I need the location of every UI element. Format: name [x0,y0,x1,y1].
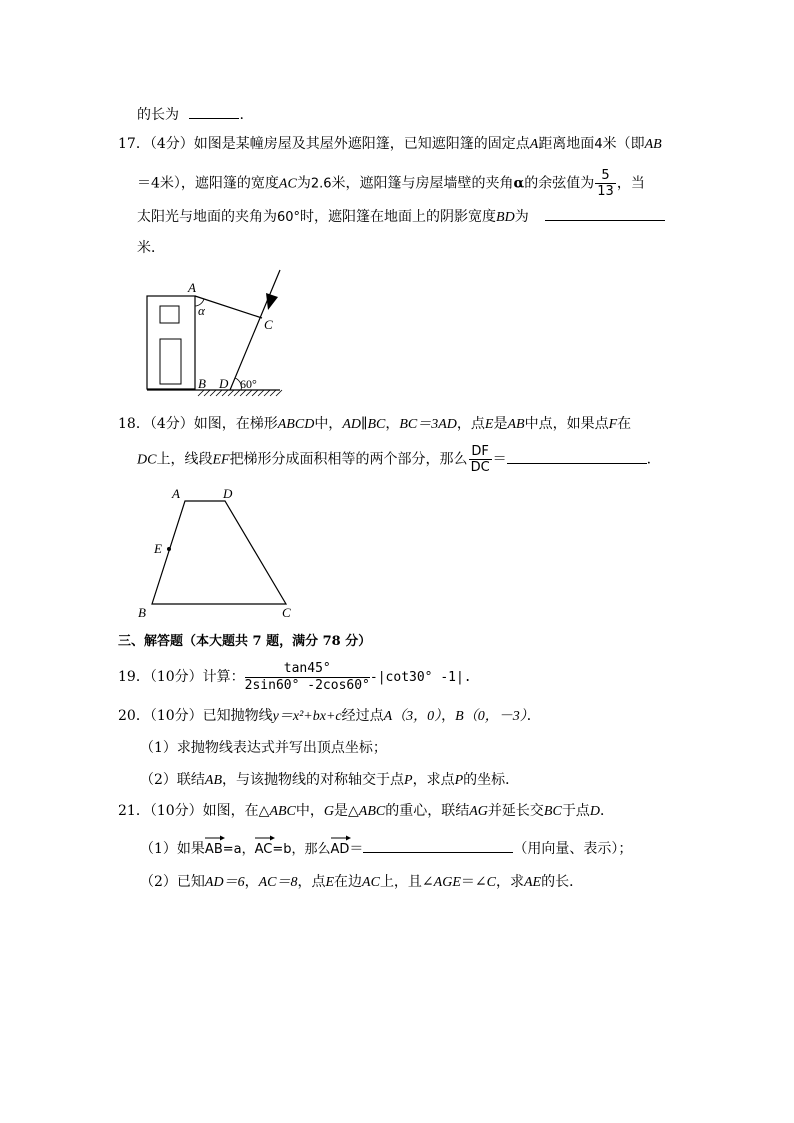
fig18-label-b: B [138,605,146,620]
q18-text: 在 [617,416,632,432]
q21-text: 中， [295,803,324,819]
q21-ag: AG [469,804,488,819]
q18-figure [134,482,304,622]
q21-age: AGE [433,875,461,890]
q17-text: 的余弦值为 [524,175,595,192]
q18-score: （4分） [149,416,194,432]
q18-dc: DC [137,452,157,468]
q20-text: 已知抛物线 [202,708,273,724]
vector-ab [205,842,223,858]
q19-fraction [245,661,370,694]
point-e [167,547,171,551]
q17-line4 [137,240,165,256]
q21-text: 是△ [334,803,359,819]
q20-text: ，求点 [412,772,455,788]
vector-ab-label: AB [204,842,223,857]
q19-score: （10分） [149,669,203,685]
q18-cond2: BC＝3AD [399,417,457,432]
q19-frac-den: 2sin60° -2cos60° [244,677,370,693]
fig18-label-e: E [154,541,162,556]
q17-text: 米，遮阳篷与房屋墙壁的夹角 [331,175,514,192]
q20-equation: y＝x²+bx+c [272,709,342,724]
q18-answer-blank[interactable] [507,451,647,464]
q19 [118,660,472,695]
q21-text: ，点 [297,874,326,890]
q16-answer-blank[interactable] [189,106,239,119]
q19-frac-num: tan45° [245,661,370,678]
q19-number: 19． [118,669,150,685]
q21-g: G [323,804,335,819]
ray-arrow-icon [266,293,278,310]
q17-text: 米． [137,240,165,256]
q21-answer-blank[interactable] [363,840,513,853]
q19-text: 计算： [202,669,245,685]
q17-text: 时，遮阳篷在地面上的阴影宽度 [300,209,497,225]
q17-angle: 60° [277,210,301,225]
awning-ac [195,296,262,318]
q20-part1: （1）求抛物线表达式并写出顶点坐标； [140,740,387,756]
q21-part1 [140,840,632,858]
q18-fraction [469,444,492,475]
q18-eq: ＝ [492,451,507,468]
q17-text: 距离地面 [538,136,595,152]
q20-ab: AB [204,773,223,788]
q20-text: 的坐标． [463,772,520,788]
q18-text: 中， [314,416,343,432]
q21-text: 于点 [561,803,590,819]
fig18-label-d: D [223,486,233,501]
q18-e: E [484,417,494,432]
q17-text: 太阳光与地面的夹角为 [137,209,277,225]
q17-seg-ac: AC [278,176,297,192]
q18-frac-den: DC [470,460,490,475]
q21-text: ， [244,874,259,890]
house-wall [147,296,195,389]
q18-line1 [118,416,631,433]
q21-text: 在边 [334,874,363,890]
q20-text: ，与该抛物线的对称轴交于点 [222,772,405,788]
fig17-label-b: B [198,376,206,391]
fig18-label-a: A [172,486,180,501]
q21-bc: BC [543,804,562,819]
q21-text: （用向量、表示）； [513,841,633,857]
fig17-label-d: D [219,376,229,391]
q18-text: 是 [493,416,508,432]
q21-abc: ABC [269,804,296,819]
q21-text: 并延长交 [487,803,544,819]
q18-end: . [646,451,652,468]
vector-arrow-icon [331,835,351,841]
q18-cond1: AD∥BC [342,417,386,432]
q21-score: （10分） [149,803,203,819]
fig17-label-angle: 60° [240,377,257,391]
q21-line1 [118,803,614,820]
q19-tail: -|cot30° -1|. [369,670,472,685]
q20-score: （10分） [149,708,203,724]
q21-text: ＝∠ [460,874,487,890]
q17-text: ，当 [616,175,645,192]
q21-text: 的重心，联结 [385,803,470,819]
q16-tail-end: . [239,107,244,123]
q17-text: 为 [296,175,311,192]
trapezoid-abcd [152,501,286,604]
q18-text: ， [385,416,400,432]
q17-value: 2.6 [310,176,332,192]
q18-ab: AB [507,417,525,432]
q21-text: （2）已知 [140,874,205,890]
q21-text: 如图，在△ [202,803,270,819]
q20-point-b: B（0，－3） [455,709,527,724]
house-window [160,306,179,323]
q18-frac-num: DF [469,444,492,460]
vector-ad-label: AD [330,842,350,857]
q21-text: =b，那么 [272,842,331,857]
q20-point-a: A（3，0） [383,709,442,724]
q17-cos-fraction [595,168,616,199]
q18-text: 把梯形分成面积相等的两个部分，那么 [229,451,468,468]
q21-ad: AD＝6 [204,875,245,890]
vector-ac [255,842,273,858]
q17-score: （4分） [149,136,194,152]
q18-abcd: ABCD [277,417,315,432]
q17-figure [140,266,290,401]
fig17-label-a: A [188,280,196,295]
q21-text: 的长． [541,874,584,890]
q18-line2 [137,444,651,476]
fig18-label-c: C [282,605,291,620]
q17-text: ＝4米），遮阳篷的宽度 [137,175,279,192]
q21-text: =a， [222,842,255,857]
q20-number: 20． [118,708,150,724]
q17-frac-num: 5 [595,168,616,184]
q21-text: （1）如果 [140,841,205,857]
q18-text: 中点，如果点 [524,416,609,432]
fig17-label-alpha: α [198,303,205,318]
q17-text: 米（即 [602,136,645,152]
section-3-heading: 三、解答题（本大题共 7 题，满分 78 分） [118,634,372,649]
q20-line1 [118,708,541,725]
q21-text: ． [599,803,614,819]
q21-part2 [140,874,583,891]
q21-c: C [486,875,496,890]
q20-part2 [140,772,519,789]
q20-text: （2）联结 [140,772,205,788]
q20-text: ． [526,708,541,724]
q21-ac: AC [362,875,380,890]
q18-number: 18． [118,416,150,432]
q17-text: 为 [514,209,529,225]
q21-d: D [589,804,600,819]
q17-seg-bd: BD [496,210,515,225]
fig17-label-c: C [264,317,273,332]
q17-line3 [137,208,665,226]
q18-text: 如图，在梯形 [193,416,278,432]
q16-tail [137,106,244,123]
q17-text: 如图是某幢房屋及其屋外遮阳篷，已知遮阳篷的固定点 [193,136,530,152]
vector-arrow-icon [205,835,225,841]
q17-answer-blank[interactable] [545,208,665,221]
q20-p: P [404,773,413,788]
q17-number: 17． [118,136,150,152]
q21-ae: AE [523,875,542,890]
q18-text: 上，线段 [156,451,213,468]
q16-tail-text: 的长为 [137,107,179,123]
q20-p: P [454,773,464,788]
q17-seg-ab: AB [644,137,662,152]
vector-ac-label: AC [254,842,273,857]
q21-e: E [325,875,335,890]
q17-value: 4 [594,137,603,152]
q20-text: 经过点 [341,708,384,724]
q17-point-a: A [529,137,539,152]
q21-text: 上，且∠ [379,874,434,890]
q17-line1 [118,136,662,153]
q21-text: ＝ [349,841,364,857]
vector-ad [331,842,350,858]
q21-number: 21． [118,803,150,819]
vector-arrow-icon [255,835,275,841]
q17-line2 [137,168,645,200]
q18-f: F [608,417,618,432]
q21-abc: ABC [358,804,386,819]
q17-alpha: α [513,175,525,192]
q21-ac: AC＝8 [258,875,298,890]
q20-text: ， [441,708,456,724]
q18-ef: EF [212,452,230,468]
house-door [160,339,181,384]
q18-text: ，点 [456,416,485,432]
q17-frac-den: 13 [597,184,614,199]
q21-text: ，求 [495,874,524,890]
